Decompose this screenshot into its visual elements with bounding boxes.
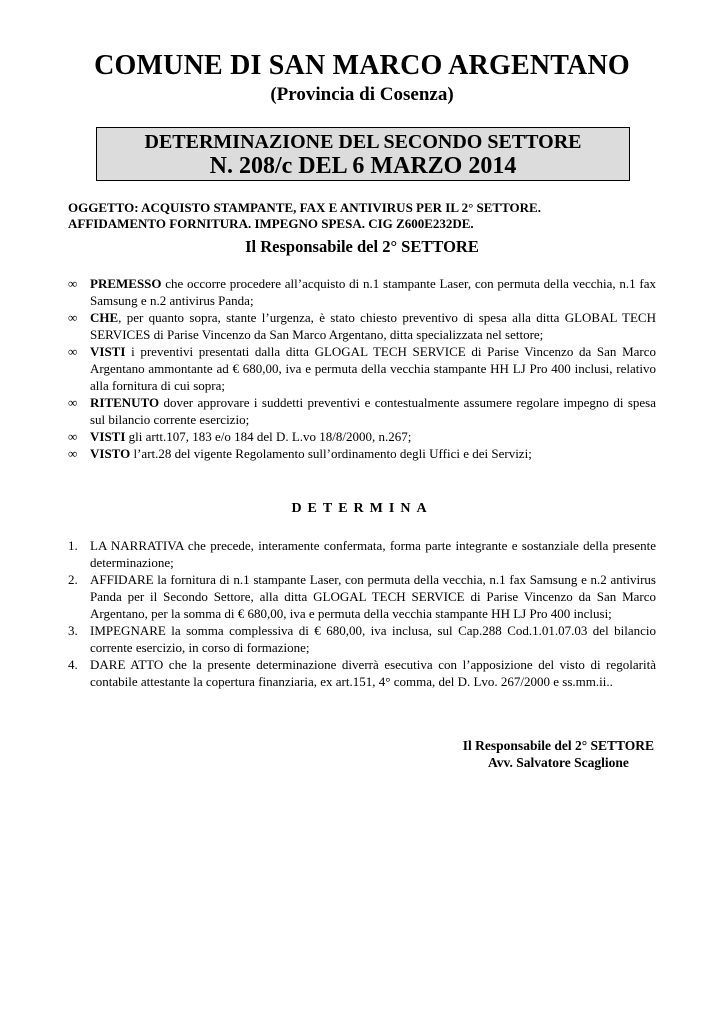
item-number: 3. (68, 623, 78, 638)
recital-item (68, 275, 656, 309)
recital-item (68, 309, 656, 343)
recital-text (90, 394, 656, 428)
recital-item (68, 445, 656, 462)
recital-item (68, 394, 656, 428)
province-subtitle: (Provincia di Cosenza) (270, 84, 454, 105)
recital-keyword: VISTI (90, 429, 126, 444)
item-number: 2. (68, 572, 78, 587)
recital-body: dover approvare i suddetti preventivi e contestualmente assumere regolare impegno di spesa sul bilancio corrente esercizio; (90, 395, 656, 427)
subject-line: OGGETTO: ACQUISTO STAMPANTE, FAX E ANTIVIRUS PER IL 2° SETTORE. (68, 200, 541, 215)
recital-body: i preventivi presentati dalla ditta GLOGAL TECH SERVICE di Parise Vincenzo da San Marco Argentano ammontante ad € 680,00, iva e permuta della vecchia stampante HH LJ Pro 400 inclusi, relativo alla fornitura di cui sopra; (90, 344, 656, 393)
recital-body: l’art.28 del vigente Regolamento sull’ordinamento degli Uffici e dei Servizi; (130, 446, 532, 461)
recital-keyword: VISTI (90, 344, 126, 359)
recital-body: gli artt.107, 183 e/o 184 del D. L.vo 18/8/2000, n.267; (125, 429, 412, 444)
recital-body: , per quanto sopra, stante l’urgenza, è stato chiesto preventivo di spesa alla ditta GLOBAL TECH SERVICES di Parise Vincenzo da San Marco Argentano, ditta specializzata nel settore; (90, 310, 656, 342)
item-text: DARE ATTO che la presente determinazione diverrà esecutiva con l’apposizione del visto di regolarità contabile attestante la copertura finanziaria, ex art.151, 4° comma, del D. Lvo. 267/2000 e ss.mm.ii.. (90, 657, 656, 689)
recital-body: che occorre procedere all’acquisto di n.1 stampante Laser, con permuta della vecchia, n.1 fax Samsung e n.2 antivirus Panda; (90, 276, 656, 308)
signature-block (463, 737, 654, 771)
infinity-bullet-icon: ∞ (68, 395, 78, 410)
subject-block (68, 200, 668, 232)
operative-item (68, 571, 656, 622)
signature-name: Avv. Salvatore Scaglione (487, 755, 629, 770)
recital-item (68, 428, 656, 445)
determination-heading: DETERMINAZIONE DEL SECONDO SETTORE (144, 131, 582, 153)
recitals-list (68, 275, 656, 462)
item-text: AFFIDARE la fornitura di n.1 stampante Laser, con permuta della vecchia, n.1 fax Samsung e n.2 antivirus Panda per il Secondo Settore, alla ditta GLOGAL TECH SERVICE di Parise Vincenzo da San Marco Argentano, per la somma di € 680,00, iva e permuta della vecchia stampante HH LJ Pro 400 inclusi; (90, 572, 656, 621)
operative-item (68, 537, 656, 571)
item-text: IMPEGNARE la somma complessiva di € 680,00, iva inclusa, sul Cap.288 Cod.1.01.07.03 del bilancio corrente esercizio, in corso di formazione; (90, 623, 656, 655)
operative-item (68, 656, 656, 690)
recital-text (90, 309, 656, 343)
operative-list (68, 537, 656, 690)
item-number: 1. (68, 538, 78, 553)
responsible-heading: Il Responsabile del 2° SETTORE (245, 237, 479, 256)
infinity-bullet-icon: ∞ (68, 446, 78, 461)
determination-box (96, 127, 630, 181)
infinity-bullet-icon: ∞ (68, 344, 78, 359)
item-number: 4. (68, 657, 78, 672)
recital-keyword: PREMESSO (90, 276, 162, 291)
subject-line: AFFIDAMENTO FORNITURA. IMPEGNO SPESA. CIG Z600E232DE. (68, 216, 474, 231)
item-text: LA NARRATIVA che precede, interamente confermata, forma parte integrante e sostanziale della presente determinazione; (90, 538, 656, 570)
infinity-bullet-icon: ∞ (68, 429, 78, 444)
recital-text (90, 343, 656, 394)
signature-role: Il Responsabile del 2° SETTORE (462, 738, 654, 753)
recital-text (90, 428, 656, 445)
recital-keyword: CHE (90, 310, 119, 325)
operative-item (68, 622, 656, 656)
recital-text (90, 445, 656, 462)
municipality-title: COMUNE DI SAN MARCO ARGENTANO (94, 50, 630, 81)
recital-item (68, 343, 656, 394)
recital-keyword: VISTO (90, 446, 131, 461)
recital-keyword: RITENUTO (90, 395, 160, 410)
determina-heading: DETERMINA (291, 501, 433, 516)
recital-text (90, 275, 656, 309)
infinity-bullet-icon: ∞ (68, 310, 78, 325)
determination-number: N. 208/c DEL 6 MARZO 2014 (209, 153, 517, 179)
infinity-bullet-icon: ∞ (68, 276, 78, 291)
